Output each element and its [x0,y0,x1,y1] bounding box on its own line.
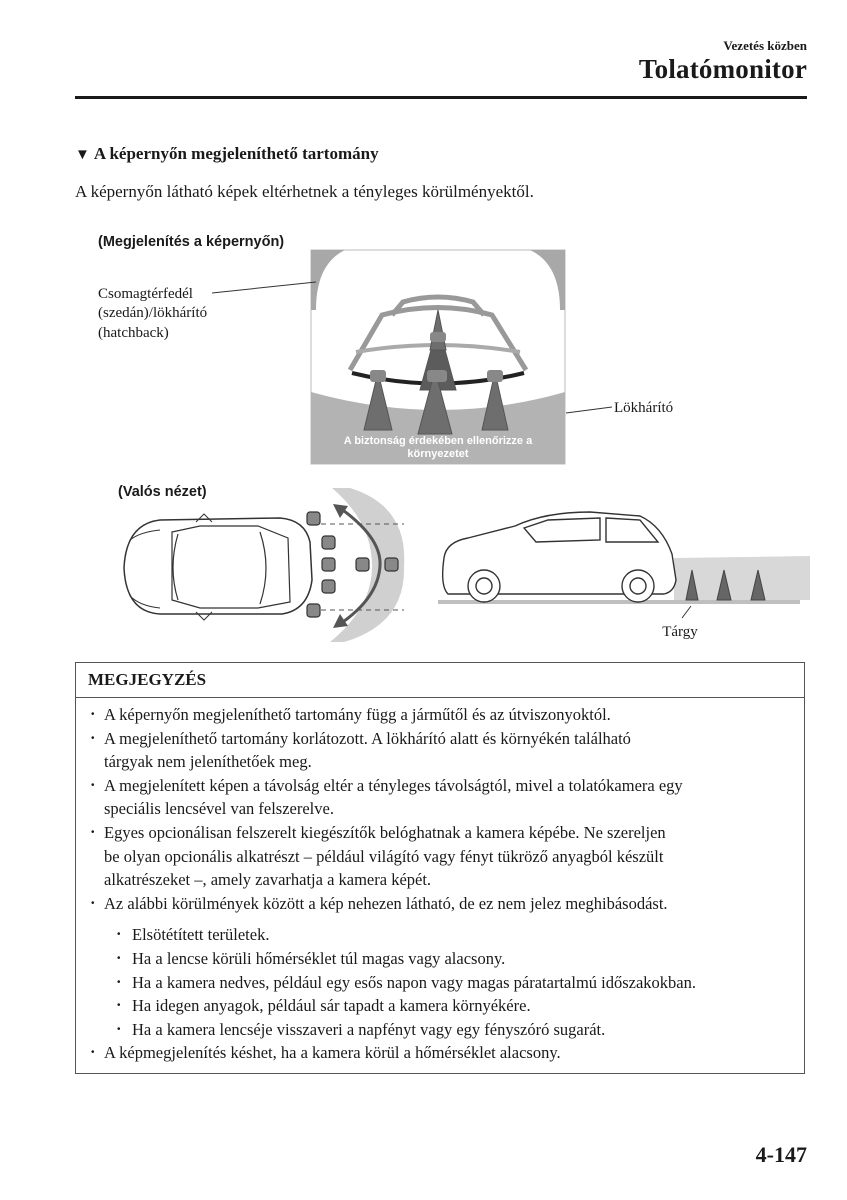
note-list [88,703,798,1065]
object-leader [682,606,691,618]
side-view-car [443,512,676,602]
callout-bumper-leader [566,407,612,413]
note-item [88,774,798,821]
screen-warning-line2: környezetet [407,448,469,460]
callout-trunk-line1: Csomagtérfedél [98,286,193,302]
note-line: · A megjelenített képen a távolság eltér a tényleges távolságtól, mivel a tolatókamera egy [104,775,683,795]
note-line: speciális lencsével van felszerelve. [104,799,334,819]
note-subitem: · Elsötétített területek. [88,923,798,947]
section-subheading [75,144,379,164]
top-view-car [124,514,312,620]
screen-warning-line1: A biztonság érdekében ellenőrizze a [343,435,533,447]
header-rule [75,96,807,99]
note-line: · A megjeleníthető tartomány korlátozott. A lökhárító alatt és környékén található [104,728,631,748]
note-subitem: · Ha idegen anyagok, például sár tapadt a kamera környékére. [88,994,798,1018]
callout-trunk-line3: (hatchback) [98,325,169,341]
note-line: tárgyak nem jeleníthetőek meg. [104,752,312,772]
note-item: · A képmegjelenítés késhet, ha a kamera körül a hőmérséklet alacsony. [88,1041,798,1065]
page-number: 4-147 [755,1142,807,1167]
section-label: Vezetés közben [723,38,807,53]
ground-line [438,600,800,604]
subheading-text: A képernyőn megjeleníthető tartomány [93,144,379,163]
page-title: Tolatómonitor [638,54,807,84]
note-line: · Az alábbi körülmények között a kép nehezen látható, de ez nem jelez meghibásodást. [104,893,668,913]
object-label: Tárgy [662,624,698,640]
note-line: · Egyes opcionálisan felszerelt kiegészítők belóghatnak a kamera képébe. Ne szereljen [104,822,666,842]
note-line: alkatrészeket –, amely zavarhatja a kamera képét. [104,870,432,890]
note-heading: MEGJEGYZÉS [76,663,804,698]
camera-range-diagram [0,220,847,660]
note-subitem: · Ha a lencse körüli hőmérséklet túl magas vagy alacsony. [88,947,798,971]
monitor-screen [311,250,565,464]
callout-trunk-line2: (szedán)/lökhárító [98,305,208,321]
note-item [88,821,798,892]
note-item [88,727,798,774]
callout-bumper: Lökhárító [614,400,674,416]
note-subitem: · Ha a kamera lencséje visszaveri a napfényt vagy egy fényszóró sugarát. [88,1018,798,1042]
screen-view-caption: (Megjelenítés a képernyőn) [98,234,285,250]
spacer [88,915,798,923]
note-item [88,892,798,916]
note-line: be olyan opcionális alkatrészt – például világító vagy fényt tükröző anyagból készült [104,846,664,866]
note-box [75,662,805,1074]
triangle-marker-icon: ▼ [75,147,90,163]
note-line: · A képernyőn megjeleníthető tartomány függ a járműtől és az útviszonyoktól. [104,705,611,724]
note-subitem: · Ha a kamera nedves, például egy esős napon vagy magas páratartalmú időszakokban. [88,971,798,995]
callout-trunk-leader [212,282,316,293]
real-view-caption: (Valós nézet) [118,484,207,500]
note-item [88,703,798,727]
intro-paragraph: A képernyőn látható képek eltérhetnek a tényleges körülményektől. [75,182,534,201]
